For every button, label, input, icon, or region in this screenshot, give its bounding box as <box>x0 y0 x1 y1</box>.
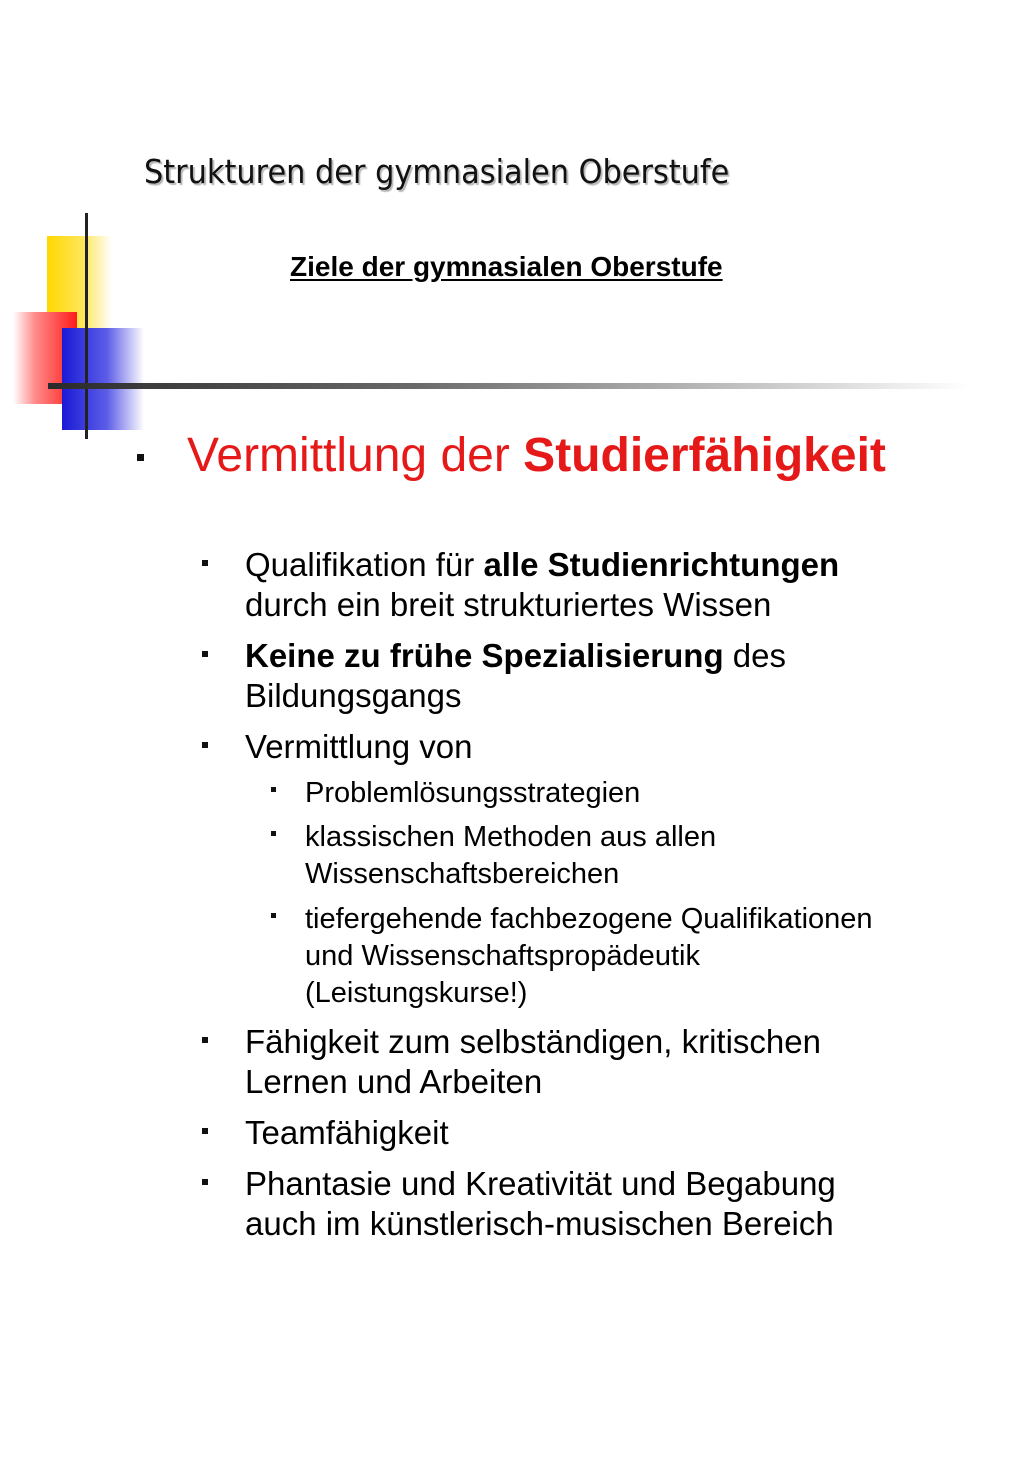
heading-regular: Vermittlung der <box>187 429 524 482</box>
bullet-icon <box>202 1128 208 1134</box>
bullet-icon <box>202 742 208 748</box>
bullet-icon <box>271 913 276 918</box>
sub-list-item: klassischen Methoden aus allen Wissenschaftsbereichen <box>305 819 716 893</box>
bullet-icon <box>271 831 276 836</box>
decor-vertical-line <box>85 213 88 439</box>
list-item: Qualifikation für alle Studienrichtungen durch ein breit strukturiertes Wissen <box>245 545 839 625</box>
bullet-icon <box>137 454 144 461</box>
emphasis: alle Studienrichtungen <box>483 546 840 583</box>
list-item: Phantasie und Kreativität und Begabung auch im künstlerisch-musischen Bereich <box>245 1164 836 1244</box>
slide-subtitle: Ziele der gymnasialen Oberstufe <box>290 251 723 282</box>
slide-title: Strukturen der gymnasialen Oberstufe <box>144 152 730 191</box>
sub-list-item: tiefergehende fachbezogene Qualifikationen und Wissenschaftspropädeutik (Leistungskurse!) <box>305 901 873 1012</box>
decor-horizontal-line <box>48 383 968 389</box>
emphasis: Keine zu frühe Spezialisierung <box>245 637 724 674</box>
bullet-icon <box>271 787 276 792</box>
list-item: Keine zu frühe Spezialisierung des Bildungsgangs <box>245 636 786 716</box>
bullet-icon <box>202 560 208 566</box>
bullet-icon <box>202 1179 208 1185</box>
bullet-icon <box>202 651 208 657</box>
heading-bold: Studierfähigkeit <box>523 429 886 482</box>
decor-blue-block <box>62 328 144 430</box>
list-item: Teamfähigkeit <box>245 1113 449 1153</box>
bullet-icon <box>202 1037 208 1043</box>
list-item: Fähigkeit zum selbständigen, kritischen Lernen und Arbeiten <box>245 1022 821 1102</box>
sub-list-item: Problemlösungsstrategien <box>305 775 640 812</box>
list-item: Vermittlung von <box>245 727 472 767</box>
